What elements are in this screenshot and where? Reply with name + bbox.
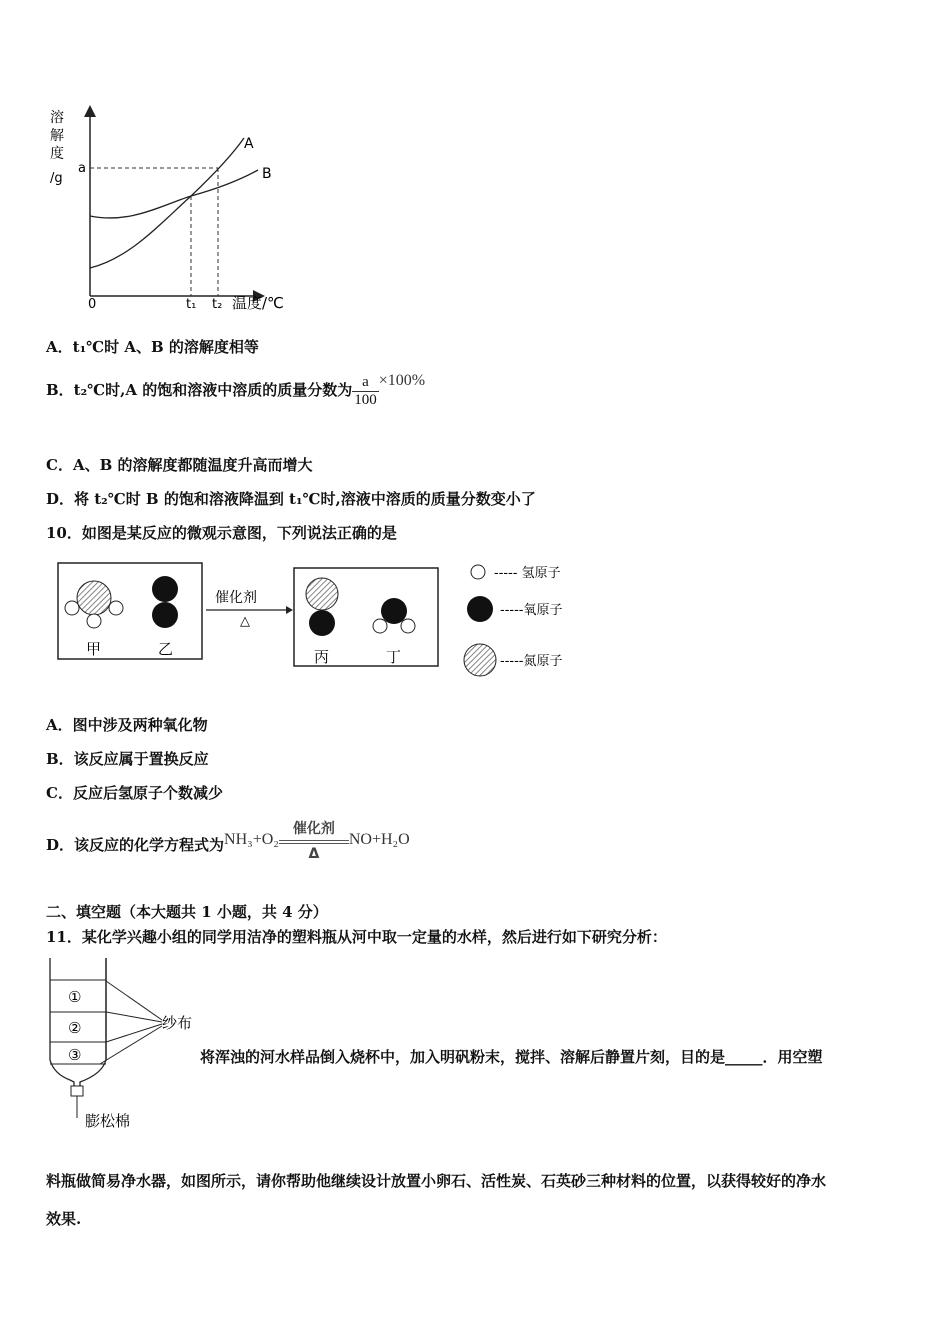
equation-heat: Δ <box>308 846 320 862</box>
curve-b <box>90 170 258 218</box>
legend-oxygen-label: -----氧原子 <box>500 603 563 618</box>
nitrogen-atom <box>77 581 111 615</box>
water-filter-figure <box>40 954 205 1134</box>
fraction-denominator: 100 <box>354 391 377 408</box>
pointer-line <box>106 981 162 1020</box>
label-yi: 乙 <box>158 640 174 658</box>
q9-option-b-prefix: B．t₂℃时,A 的饱和溶液中溶质的质量分数为 <box>46 381 353 399</box>
cotton-plug <box>71 1086 83 1096</box>
arrow-head <box>286 606 293 614</box>
t1-label: t₁ <box>186 297 197 312</box>
label-ding: 丁 <box>386 648 402 666</box>
q9-option-b <box>46 372 425 409</box>
catalyst-label: 催化剂 <box>215 590 257 606</box>
hydrogen-atom <box>373 619 387 633</box>
equation-left: NH₃+O₂ <box>224 831 279 848</box>
gauze-label: 纱布 <box>162 1014 193 1032</box>
cotton-label: 膨松棉 <box>85 1112 131 1130</box>
pointer-line <box>106 1012 162 1022</box>
pointer-line <box>106 1024 162 1042</box>
y-label-3: 度 <box>50 146 64 162</box>
q9-option-d: D．将 t₂℃时 B 的饱和溶液降温到 t₁℃时,溶液中溶质的质量分数变小了 <box>46 490 536 508</box>
q9-option-c: C．A、B 的溶解度都随温度升高而增大 <box>46 456 313 474</box>
label-jia: 甲 <box>86 640 102 658</box>
t2-label: t₂ <box>212 297 223 312</box>
oxygen-atom <box>381 598 407 624</box>
label-bing: 丙 <box>314 648 330 666</box>
x-axis-label: 温度/℃ <box>232 294 284 312</box>
q10-option-b: B．该反应属于置换反应 <box>46 750 209 768</box>
q10-stem: 10．如图是某反应的微观示意图，下列说法正确的是 <box>46 524 397 542</box>
q11-line-2: 料瓶做简易净水器，如图所示，请你帮助他继续设计放置小卵石、活性炭、石英砂三种材料的位置，以获得较好的净水 <box>46 1172 827 1190</box>
q9-option-a: A．t₁℃时 A、B 的溶解度相等 <box>46 338 259 356</box>
section-title: 二、填空题（本大题共 1 小题，共 4 分） <box>46 903 328 921</box>
legend-hydrogen-label: ----- 氢原子 <box>494 566 561 581</box>
equation-condition <box>279 818 349 862</box>
oxygen-atom <box>152 602 178 628</box>
pointer-line <box>100 1026 162 1064</box>
hydrogen-atom <box>65 601 79 615</box>
q11-stem: 11．某化学兴趣小组的同学用洁净的塑料瓶从河中取一定量的水样，然后进行如下研究分析： <box>46 928 667 946</box>
curve-a-label: A <box>244 136 254 152</box>
equation-catalyst: 催化剂 <box>292 821 335 837</box>
layer-3-label: ③ <box>68 1046 82 1064</box>
a-tick-label: a <box>78 161 86 176</box>
heat-label: △ <box>240 614 250 629</box>
q11-line-3: 效果. <box>46 1210 82 1228</box>
q10-option-a: A．图中涉及两种氧化物 <box>46 716 208 734</box>
origin-label: 0 <box>88 297 97 312</box>
nitrogen-atom <box>306 578 338 610</box>
q10-option-d <box>46 818 410 862</box>
equation-equals <box>279 840 349 844</box>
curve-a <box>90 138 244 268</box>
legend-nitrogen-label: -----氮原子 <box>500 654 563 669</box>
q10-option-d-prefix: D．该反应的化学方程式为 <box>46 836 225 854</box>
hydrogen-atom <box>109 601 123 615</box>
q11-line-1: 将浑浊的河水样品倒入烧杯中，加入明矾粉末，搅拌、溶解后静置片刻，目的是_____．用空塑 <box>200 1048 823 1066</box>
legend-oxygen-icon <box>467 596 493 622</box>
hydrogen-atom <box>87 614 101 628</box>
layer-2-label: ② <box>68 1019 82 1037</box>
hydrogen-atom <box>401 619 415 633</box>
reactant-box <box>58 563 202 659</box>
equation-right: NO+H₂O <box>348 831 410 848</box>
oxygen-atom <box>309 610 335 636</box>
y-label-1: 溶 <box>50 110 64 126</box>
oxygen-atom <box>152 576 178 602</box>
y-label-2: 解 <box>50 128 64 144</box>
fraction-numerator: a <box>352 374 379 392</box>
y-label-4: /g <box>50 171 63 186</box>
q9-option-b-suffix: ×100% <box>378 372 426 389</box>
legend-nitrogen-icon <box>464 644 496 676</box>
curve-b-label: B <box>262 166 272 182</box>
reaction-diagram <box>50 556 580 682</box>
solubility-graph <box>40 100 310 320</box>
q10-option-c: C．反应后氢原子个数减少 <box>46 784 223 802</box>
legend-hydrogen-icon <box>471 565 485 579</box>
layer-1-label: ① <box>68 988 82 1006</box>
fraction <box>352 374 379 409</box>
